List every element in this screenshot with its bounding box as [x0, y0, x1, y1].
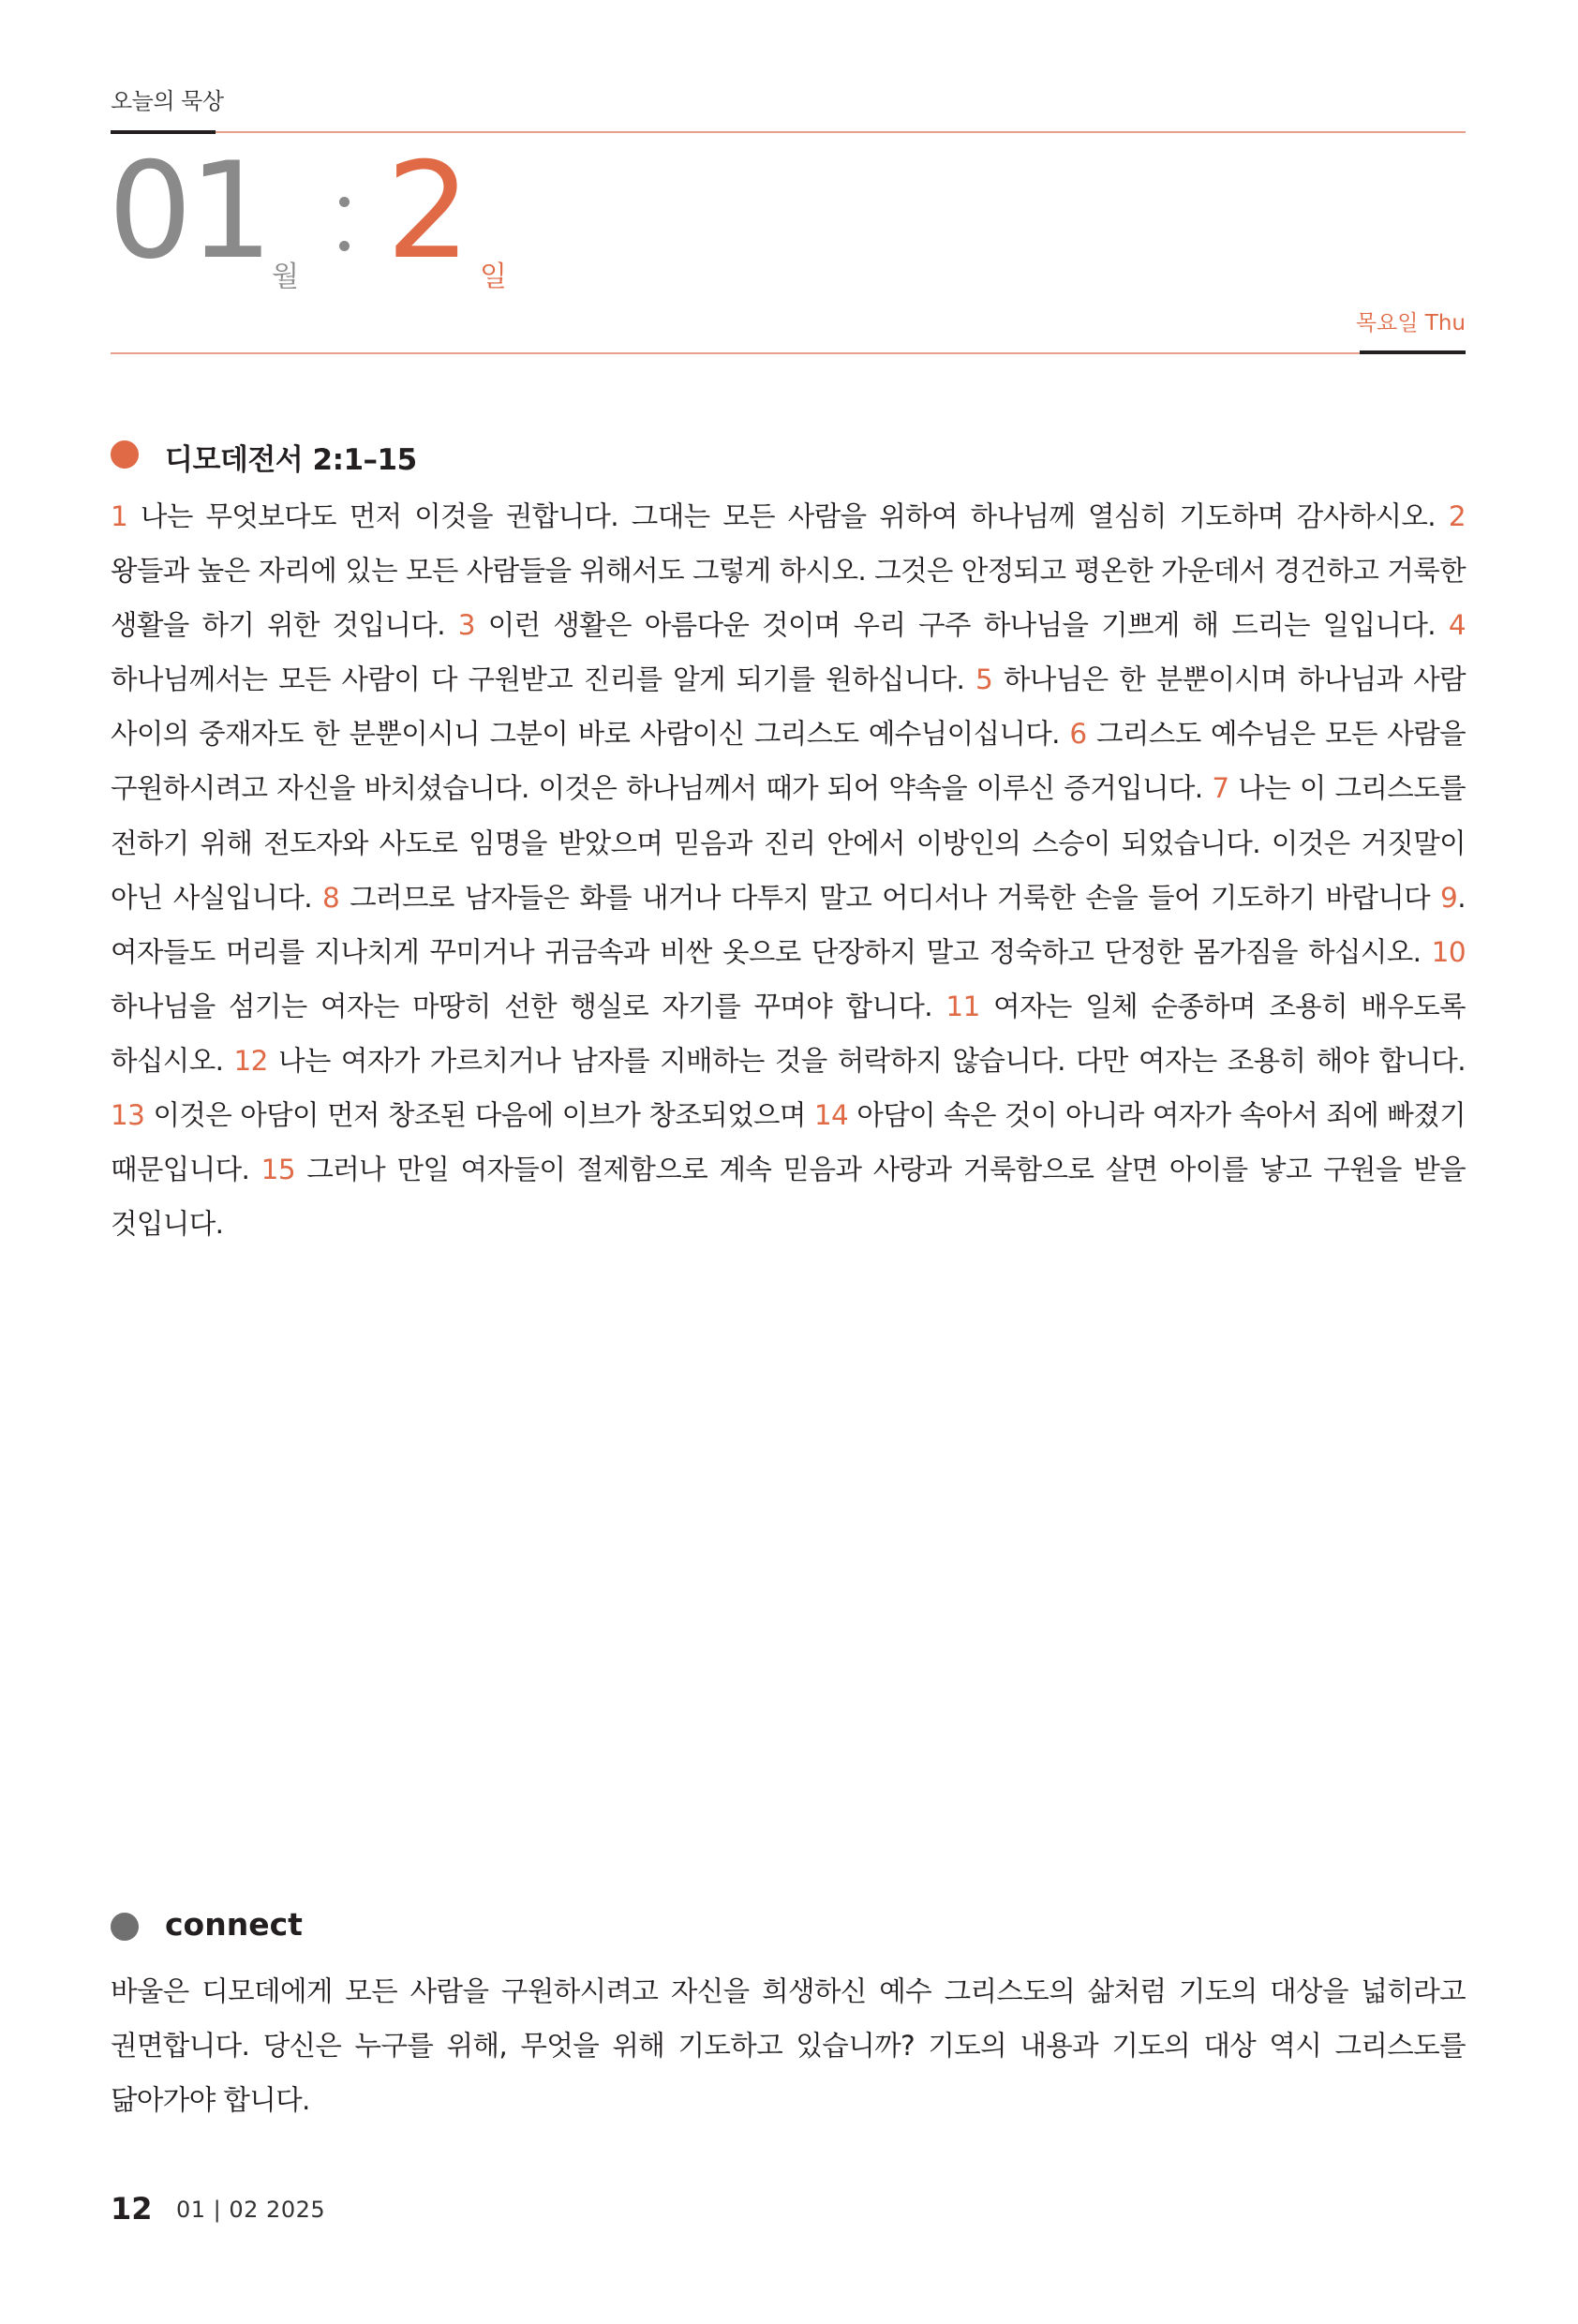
verse-text: 왕들과 높은 자리에 있는 모든 사람들을 위해서도 그렇게 하시오. 그것은 안정되고 평온한 가운데서 경건하고 거룩한 생활을 하기 위한 것입니다.	[111, 555, 1466, 642]
verse-number: 7	[1212, 772, 1229, 805]
date-colon	[339, 197, 350, 285]
verse-text: 그리스도 예수님은 모든 사람을 구원하시려고 자신을 바치셨습니다. 이것은 하나님께서 때가 되어 약속을 이루신 증거입니다.	[111, 718, 1466, 805]
verse-text: 하나님은 한 분뿐이시며 하나님과 사람 사이의 중재자도 한 분뿐이시니 그분이 바로 사람이신 그리스도 예수님이십니다.	[111, 663, 1466, 751]
connect-text: 바울은 디모데에게 모든 사람을 구원하시려고 자신을 희생하신 예수 그리스도의 삶처럼 기도의 대상을 넓히라고 권면합니다. 당신은 누구를 위해, 무엇을 위해 기도하고 있습니까? 기도의 내용과 기도의 대상 역시 그리스도를 닮아가야 합니다.	[111, 1975, 1466, 2116]
passage-bullet-icon	[111, 440, 139, 469]
verse-number: 2	[1448, 500, 1466, 532]
scripture-text	[111, 489, 1466, 1251]
header-divider	[111, 131, 1466, 133]
month-number: 01	[108, 134, 270, 289]
verse-number: 14	[813, 1099, 849, 1132]
verse-number: 8	[322, 881, 340, 914]
date-divider	[111, 352, 1466, 354]
verse-number: 15	[261, 1154, 295, 1186]
passage-reference: 디모데전서 2:1–15	[165, 443, 417, 477]
issue-date: 01 | 02 2025	[176, 2197, 326, 2223]
verse-text: 나는 이 그리스도를 전하기 위해 전도자와 사도로 임명을 받았으며 믿음과 진리 안에서 이방인의 스승이 되었습니다. 이것은 거짓말이 아닌 사실입니다.	[111, 772, 1466, 914]
connect-title: connect	[165, 1906, 303, 1943]
verse-text: 여자는 일체 순종하며 조용히 배우도록 하십시오.	[111, 990, 1466, 1077]
verse-number: 5	[975, 663, 993, 696]
verse-number: 4	[1448, 609, 1466, 642]
verse-number: 1	[111, 500, 128, 532]
page-number: 12	[111, 2191, 153, 2227]
connect-bullet-icon	[111, 1913, 139, 1941]
weekday: 목요일 Thu	[1355, 311, 1466, 335]
section-label: 오늘의 묵상	[111, 88, 224, 114]
verse-text: 나는 여자가 가르치거나 남자를 지배하는 것을 허락하지 않습니다. 다만 여자는 조용히 해야 합니다.	[267, 1044, 1466, 1077]
verse-text: 이런 생활은 아름다운 것이며 우리 구주 하나님을 기쁘게 해 드리는 일입니다.	[474, 609, 1449, 642]
month-unit: 월	[272, 261, 299, 293]
verse-text: . 여자들도 머리를 지나치게 꾸미거나 귀금속과 비싼 옷으로 단장하지 말고 정숙하고 단정한 몸가짐을 하십시오.	[111, 881, 1466, 968]
day-number: 2	[386, 134, 471, 289]
verse-text: 하나님께서는 모든 사람이 다 구원받고 진리를 알게 되기를 원하십니다.	[111, 663, 976, 696]
verse-text: 그러므로 남자들은 화를 내거나 다투지 말고 어디서나 거룩한 손을 들어 기도하기 바랍니다	[339, 881, 1441, 914]
verse-text: 나는 무엇보다도 먼저 이것을 권합니다. 그대는 모든 사람을 위하여 하나님께 열심히 기도하며 감사하시오.	[127, 500, 1449, 532]
verse-number: 9	[1440, 881, 1458, 914]
verse-text: 그러나 만일 여자들이 절제함으로 계속 믿음과 사랑과 거룩함으로 살면 아이를 낳고 구원을 받을 것입니다.	[111, 1154, 1466, 1241]
verse-number: 6	[1069, 718, 1087, 751]
verse-number: 12	[233, 1044, 268, 1077]
weekday-underline	[1360, 350, 1466, 354]
verse-number: 13	[111, 1099, 145, 1132]
verse-number: 3	[457, 609, 475, 642]
verse-text: 아담이 속은 것이 아니라 여자가 속아서 죄에 빠졌기 때문입니다.	[111, 1099, 1466, 1186]
verse-text: 이것은 아담이 먼저 창조된 다음에 이브가 창조되었으며	[144, 1099, 814, 1132]
day-unit: 일	[480, 261, 507, 293]
verse-number: 10	[1431, 935, 1466, 968]
verse-number: 11	[945, 990, 980, 1022]
verse-text: 하나님을 섬기는 여자는 마땅히 선한 행실로 자기를 꾸며야 합니다.	[111, 990, 946, 1022]
